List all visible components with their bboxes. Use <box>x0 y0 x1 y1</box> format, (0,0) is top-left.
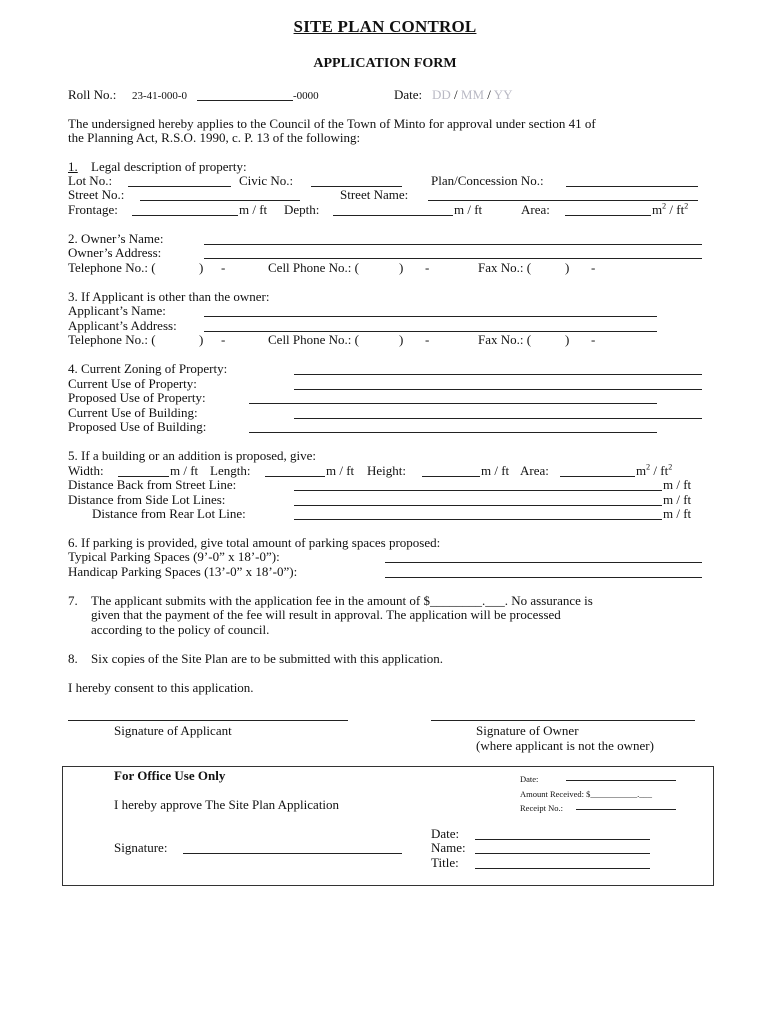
applicant-signature-field[interactable] <box>68 720 348 721</box>
owner-telephone-field[interactable] <box>68 260 226 275</box>
height-field[interactable] <box>422 476 480 477</box>
length-unit: m / ft <box>326 463 355 478</box>
section-1-heading: Legal description of property: <box>91 159 247 174</box>
dash: - <box>221 332 226 347</box>
date-sep: / <box>454 87 458 102</box>
date-sep: / <box>487 87 491 102</box>
consent-statement: I hereby consent to this application. <box>68 680 254 695</box>
lot-field[interactable] <box>128 186 231 187</box>
owner-address-field[interactable] <box>204 258 702 259</box>
roll-label: Roll No.: <box>68 87 117 102</box>
length-label: Length: <box>210 463 251 478</box>
cell-label: Cell Phone No.: ( <box>268 260 359 275</box>
office-name-field[interactable] <box>475 853 650 854</box>
street-distance-label: Distance Back from Street Line: <box>68 477 237 492</box>
paren: ) <box>565 332 570 347</box>
form-subtitle: APPLICATION FORM <box>313 56 457 71</box>
approval-statement: I hereby approve The Site Plan Application <box>114 797 340 812</box>
dash: - <box>221 260 226 275</box>
roll-prefix: 23-41-000-0 <box>132 90 187 102</box>
roll-number-field[interactable] <box>197 100 293 101</box>
form-title: SITE PLAN CONTROL <box>293 17 477 36</box>
fee-line-1: The applicant submits with the application fee in the amount of $________.___. No assurance is <box>91 593 593 608</box>
fax-label: Fax No.: ( <box>478 260 532 275</box>
office-date-small-field[interactable] <box>566 780 676 781</box>
cell-label: Cell Phone No.: ( <box>268 332 359 347</box>
typical-parking-field[interactable] <box>385 562 702 563</box>
fax-label: Fax No.: ( <box>478 332 532 347</box>
plan-label: Plan/Concession No.: <box>431 173 544 188</box>
side-distance-label: Distance from Side Lot Lines: <box>68 492 226 507</box>
fee-line-3: according to the policy of council. <box>91 622 270 637</box>
proposed-use-building-label: Proposed Use of Building: <box>68 419 207 434</box>
handicap-parking-label: Handicap Parking Spaces (13’-0” x 18’-0”): <box>68 564 298 579</box>
plan-field[interactable] <box>566 186 698 187</box>
paren: ) <box>399 260 404 275</box>
street-name-field[interactable] <box>428 200 698 201</box>
current-use-building-field[interactable] <box>294 418 702 419</box>
building-area-field[interactable] <box>560 476 635 477</box>
street-distance-field[interactable] <box>294 490 662 491</box>
area-field[interactable] <box>565 215 651 216</box>
section-8-number: 8. <box>68 651 78 666</box>
office-signature-label: Signature: <box>114 840 168 855</box>
current-use-property-label: Current Use of Property: <box>68 376 197 391</box>
width-label: Width: <box>68 463 104 478</box>
typical-parking-label: Typical Parking Spaces (9’-0” x 18’-0”): <box>68 549 280 564</box>
street-name-label: Street Name: <box>340 187 409 202</box>
applicant-signature-label: Signature of Applicant <box>114 723 232 738</box>
width-unit: m / ft <box>170 463 199 478</box>
applicant-address-label: Applicant’s Address: <box>68 318 177 333</box>
office-title-field[interactable] <box>475 868 650 869</box>
date-dd-placeholder: DD <box>432 87 451 102</box>
paren: ) <box>565 260 570 275</box>
dash: - <box>425 332 430 347</box>
owner-address-label: Owner’s Address: <box>68 245 162 260</box>
proposed-use-property-field[interactable] <box>249 403 657 404</box>
handicap-parking-field[interactable] <box>385 577 702 578</box>
area-unit: $m^2 / ft^2$ <box>652 201 689 217</box>
receipt-no-field[interactable] <box>576 809 676 810</box>
office-name-label: Name: <box>431 840 466 855</box>
telephone-label: Telephone No.: ( <box>68 260 156 275</box>
area-label: Area: <box>520 463 549 478</box>
section-6-heading: 6. If parking is provided, give total amount of parking spaces proposed: <box>68 535 441 550</box>
amount-received-field[interactable]: Amount Received: $___________.___ <box>520 789 652 799</box>
office-use-heading: For Office Use Only <box>114 768 226 783</box>
office-date-small-label: Date: <box>520 774 539 784</box>
owner-signature-label: Signature of Owner <box>476 723 579 738</box>
owner-signature-note: (where applicant is not the owner) <box>476 738 654 753</box>
frontage-field[interactable] <box>132 215 238 216</box>
office-title-label: Title: <box>431 855 459 870</box>
proposed-use-building-field[interactable] <box>249 432 657 433</box>
dash: - <box>425 260 430 275</box>
current-zoning-label: 4. Current Zoning of Property: <box>68 361 228 376</box>
owner-fax-field[interactable] <box>478 260 596 275</box>
owner-name-field[interactable] <box>204 244 702 245</box>
rear-distance-label: Distance from Rear Lot Line: <box>92 506 246 521</box>
office-date-label: Date: <box>431 826 460 841</box>
date-field[interactable] <box>432 88 512 102</box>
roll-suffix: -0000 <box>293 90 319 102</box>
proposed-use-property-label: Proposed Use of Property: <box>68 390 206 405</box>
office-signature-field[interactable] <box>183 853 402 854</box>
section-3-heading: 3. If Applicant is other than the owner: <box>68 289 270 304</box>
side-distance-unit: m / ft <box>663 492 692 507</box>
applicant-telephone-field[interactable] <box>68 332 226 347</box>
length-field[interactable] <box>265 476 325 477</box>
paren: ) <box>199 332 204 347</box>
section-5-heading: 5. If a building or an addition is proposed, give: <box>68 448 317 463</box>
applicant-name-label: Applicant’s Name: <box>68 303 166 318</box>
owner-cell-field[interactable] <box>268 260 430 275</box>
building-area-unit: $m^2 / ft^2$ <box>636 462 673 478</box>
paren: ) <box>399 332 404 347</box>
intro-line-2: the Planning Act, R.S.O. 1990, c. P. 13 of the following: <box>68 130 361 145</box>
dash: - <box>591 332 596 347</box>
date-mm-placeholder: MM <box>460 87 485 102</box>
fee-line-2: given that the payment of the fee will result in approval. The application will be processed <box>91 607 561 622</box>
height-unit: m / ft <box>481 463 510 478</box>
owner-signature-field[interactable] <box>431 720 695 721</box>
height-label: Height: <box>367 463 406 478</box>
rear-distance-unit: m / ft <box>663 506 692 521</box>
current-use-property-field[interactable] <box>294 389 702 390</box>
applicant-cell-field[interactable] <box>268 332 430 347</box>
frontage-label: Frontage: <box>68 202 118 217</box>
civic-label: Civic No.: <box>239 173 294 188</box>
depth-unit: m / ft <box>454 202 483 217</box>
section-7-number: 7. <box>68 593 78 608</box>
area-label: Area: <box>521 202 550 217</box>
depth-field[interactable] <box>333 215 453 216</box>
depth-label: Depth: <box>284 202 320 217</box>
section-1-number: 1. <box>68 159 78 174</box>
date-label: Date: <box>394 87 423 102</box>
intro-line-1: The undersigned hereby applies to the Council of the Town of Minto for approval under section 41 of <box>68 116 596 131</box>
rear-distance-field[interactable] <box>294 519 662 520</box>
side-distance-field[interactable] <box>294 505 662 506</box>
telephone-label: Telephone No.: ( <box>68 332 156 347</box>
street-distance-unit: m / ft <box>663 477 692 492</box>
receipt-no-label: Receipt No.: <box>520 803 563 813</box>
copies-note: Six copies of the Site Plan are to be submitted with this application. <box>91 651 444 666</box>
office-date-field[interactable] <box>475 839 650 840</box>
street-no-field[interactable] <box>140 200 300 201</box>
current-use-building-label: Current Use of Building: <box>68 405 198 420</box>
date-yy-placeholder: YY <box>493 87 513 102</box>
paren: ) <box>199 260 204 275</box>
dash: - <box>591 260 596 275</box>
applicant-name-field[interactable] <box>204 316 657 317</box>
street-no-label: Street No.: <box>68 187 125 202</box>
lot-label: Lot No.: <box>68 173 113 188</box>
owner-name-label: 2. Owner’s Name: <box>68 231 164 246</box>
applicant-fax-field[interactable] <box>478 332 596 347</box>
current-zoning-field[interactable] <box>294 374 702 375</box>
frontage-unit: m / ft <box>239 202 268 217</box>
